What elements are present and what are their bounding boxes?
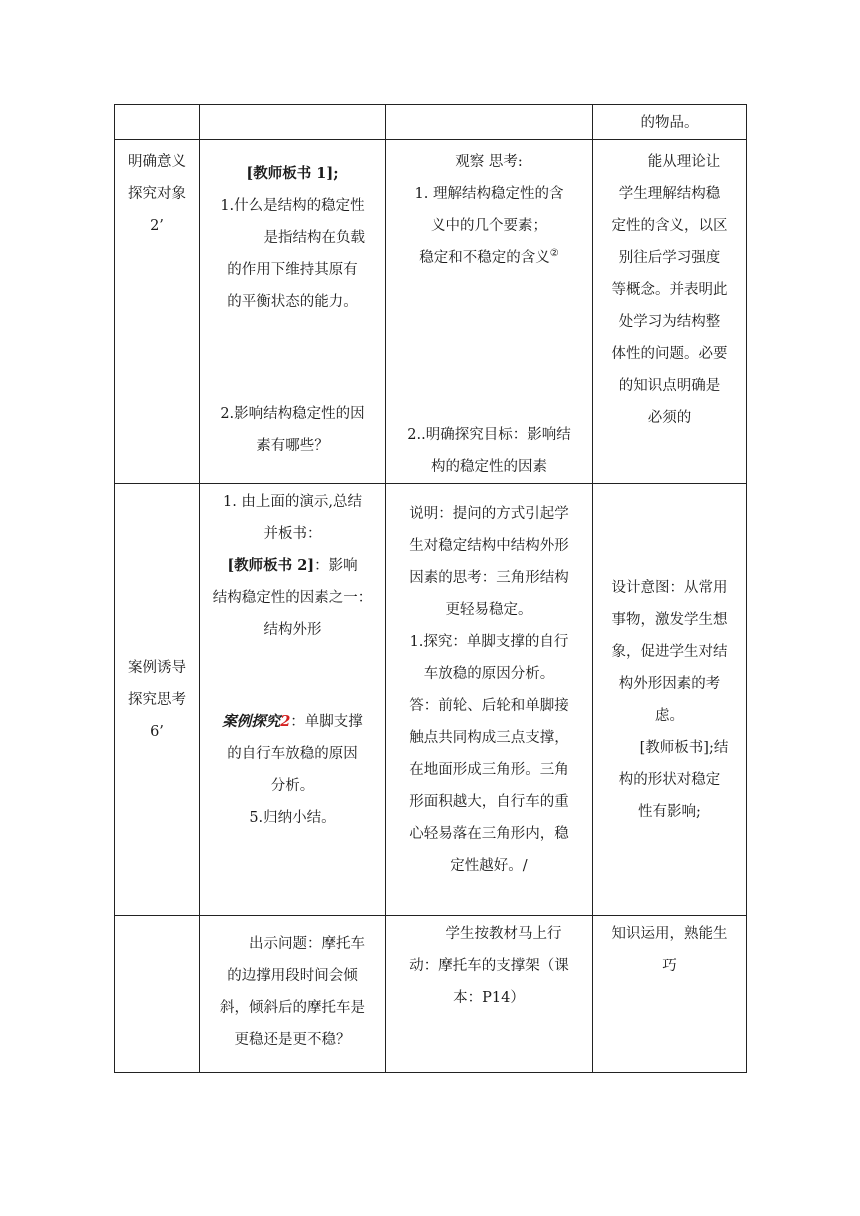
teacher-text: ：单脚支撑 bbox=[290, 714, 363, 730]
teacher-line: 1. 由上面的演示,总结 bbox=[222, 494, 363, 510]
stage-line: 探究思考 bbox=[128, 691, 186, 708]
intent-line: 巧 bbox=[662, 958, 677, 974]
student-line: 答：前轮、后轮和单脚接 bbox=[409, 698, 569, 714]
student-line: 义中的几个要素； bbox=[431, 218, 547, 234]
case-label: 案例探究 bbox=[222, 713, 281, 730]
stage-line: 探究对象 bbox=[128, 186, 186, 202]
student-line: 学生按教材马上行 bbox=[445, 926, 562, 942]
intent-line: 虑。 bbox=[655, 707, 684, 724]
teacher-line: 的自行车放稳的原因 bbox=[227, 746, 358, 762]
spacer bbox=[205, 318, 380, 398]
intent-line: 知识运用，熟能生 bbox=[611, 926, 728, 942]
question-line: 的平衡状态的能力。 bbox=[227, 294, 358, 310]
stage-time: 6’ bbox=[150, 723, 164, 740]
intent-line: [教师板书];结 bbox=[639, 739, 729, 756]
student-line: 生对稳定结构中结构外形 bbox=[409, 538, 569, 554]
intent-line: 别往后学习强度 bbox=[618, 250, 721, 266]
student-line: 心轻易落在三角形内，稳 bbox=[409, 826, 569, 842]
intent-line: 定性的含义，以区 bbox=[611, 218, 728, 234]
intent-line: 的知识点明确是 bbox=[618, 378, 721, 394]
lesson-plan-table bbox=[114, 104, 747, 1073]
board-title: [教师板书 1]; bbox=[246, 165, 339, 182]
student-cell bbox=[386, 105, 593, 140]
intent-line: 性有影响; bbox=[638, 803, 701, 820]
student-line: 车放稳的原因分析。 bbox=[423, 666, 555, 682]
teacher-line: 更稳还是更不稳？ bbox=[234, 1032, 351, 1048]
teacher-cell bbox=[200, 916, 386, 1073]
question-line: 的作用下维持其原有 bbox=[227, 262, 358, 278]
student-line: 因素的思考：三角形结构 bbox=[409, 570, 569, 586]
question-line: 2.影响结构稳定性的因 bbox=[220, 406, 365, 422]
student-text: 稳定和不稳定的含义 bbox=[419, 250, 550, 266]
table-row bbox=[115, 916, 747, 1073]
student-line: 1.探究：单脚支撑的自行 bbox=[409, 634, 569, 650]
teacher-line: 分析。 bbox=[270, 778, 315, 794]
board-label: [教师板书 2] bbox=[227, 557, 315, 574]
student-line bbox=[391, 242, 587, 274]
intent-cell bbox=[593, 105, 747, 140]
student-cell bbox=[386, 484, 593, 916]
student-line: 观察 思考: bbox=[455, 154, 523, 170]
teacher-cell bbox=[200, 105, 386, 140]
question-line: 是指结构在负载 bbox=[263, 230, 365, 246]
student-cell bbox=[386, 140, 593, 484]
intent-line: 构外形因素的考 bbox=[618, 675, 721, 692]
intent-line: 能从理论让 bbox=[647, 154, 721, 170]
teacher-line bbox=[205, 550, 380, 582]
intent-line: 学生理解结构稳 bbox=[618, 186, 721, 202]
student-line: 更轻易稳定。 bbox=[445, 602, 533, 618]
student-line: 说明：提问的方式引起学 bbox=[409, 506, 569, 522]
student-line: 本：P14） bbox=[453, 990, 525, 1006]
teacher-cell bbox=[200, 140, 386, 484]
question-line: 1.什么是结构的稳定性 bbox=[220, 198, 365, 214]
teacher-text: ：影响 bbox=[314, 558, 358, 574]
intent-line: 必须的 bbox=[647, 410, 692, 426]
table-row bbox=[115, 140, 747, 484]
intent-cell bbox=[593, 140, 747, 484]
stage-cell bbox=[115, 916, 200, 1073]
stage-cell bbox=[115, 140, 200, 484]
stage-cell bbox=[115, 105, 200, 140]
student-line: 在地面形成三角形。三角 bbox=[409, 762, 569, 778]
intent-text: 的物品。 bbox=[640, 115, 699, 131]
student-line: 动：摩托车的支撑架（课 bbox=[409, 958, 569, 974]
intent-line: 象，促进学生对结 bbox=[611, 643, 728, 660]
spacer bbox=[391, 274, 587, 419]
intent-line: 设计意图：从常用 bbox=[611, 579, 728, 596]
student-cell bbox=[386, 916, 593, 1073]
table-row bbox=[115, 105, 747, 140]
teacher-line: 5.归纳小结。 bbox=[249, 810, 336, 826]
intent-line: 构的形状对稳定 bbox=[618, 771, 721, 788]
student-line: 定性越好。/ bbox=[450, 858, 528, 874]
footnote-mark: ② bbox=[549, 248, 559, 260]
stage-line: 案例诱导 bbox=[128, 659, 186, 676]
student-line: 形面积越大，自行车的重 bbox=[409, 794, 569, 810]
intent-cell bbox=[593, 484, 747, 916]
student-line: 构的稳定性的因素 bbox=[431, 459, 547, 475]
stage-time: 2’ bbox=[150, 218, 164, 234]
student-line: 2..明确探究目标：影响结 bbox=[407, 427, 571, 443]
teacher-line: 结构外形 bbox=[263, 622, 322, 638]
intent-line: 等概念。并表明此 bbox=[611, 282, 728, 298]
student-line: 1. 理解结构稳定性的含 bbox=[414, 186, 564, 202]
table-row bbox=[115, 484, 747, 916]
intent-line: 处学习为结构整 bbox=[618, 314, 721, 330]
intent-line: 事物，激发学生想 bbox=[611, 611, 728, 628]
teacher-line: 斜，倾斜后的摩托车是 bbox=[220, 1000, 365, 1016]
spacer bbox=[205, 646, 380, 706]
case-number: 2 bbox=[280, 713, 291, 730]
teacher-line bbox=[205, 706, 380, 738]
stage-line: 明确意义 bbox=[128, 154, 186, 170]
teacher-line: 的边撑用段时间会倾 bbox=[227, 968, 358, 984]
teacher-cell bbox=[200, 484, 386, 916]
student-line: 触点共同构成三点支撑， bbox=[409, 730, 569, 746]
question-line: 素有哪些？ bbox=[256, 438, 329, 454]
teacher-line: 结构稳定性的因素之一： bbox=[212, 590, 373, 606]
intent-line: 体性的问题。必要 bbox=[611, 346, 728, 362]
intent-cell bbox=[593, 916, 747, 1073]
teacher-line: 并板书： bbox=[263, 526, 322, 542]
teacher-line: 出示问题：摩托车 bbox=[249, 936, 365, 952]
stage-cell bbox=[115, 484, 200, 916]
